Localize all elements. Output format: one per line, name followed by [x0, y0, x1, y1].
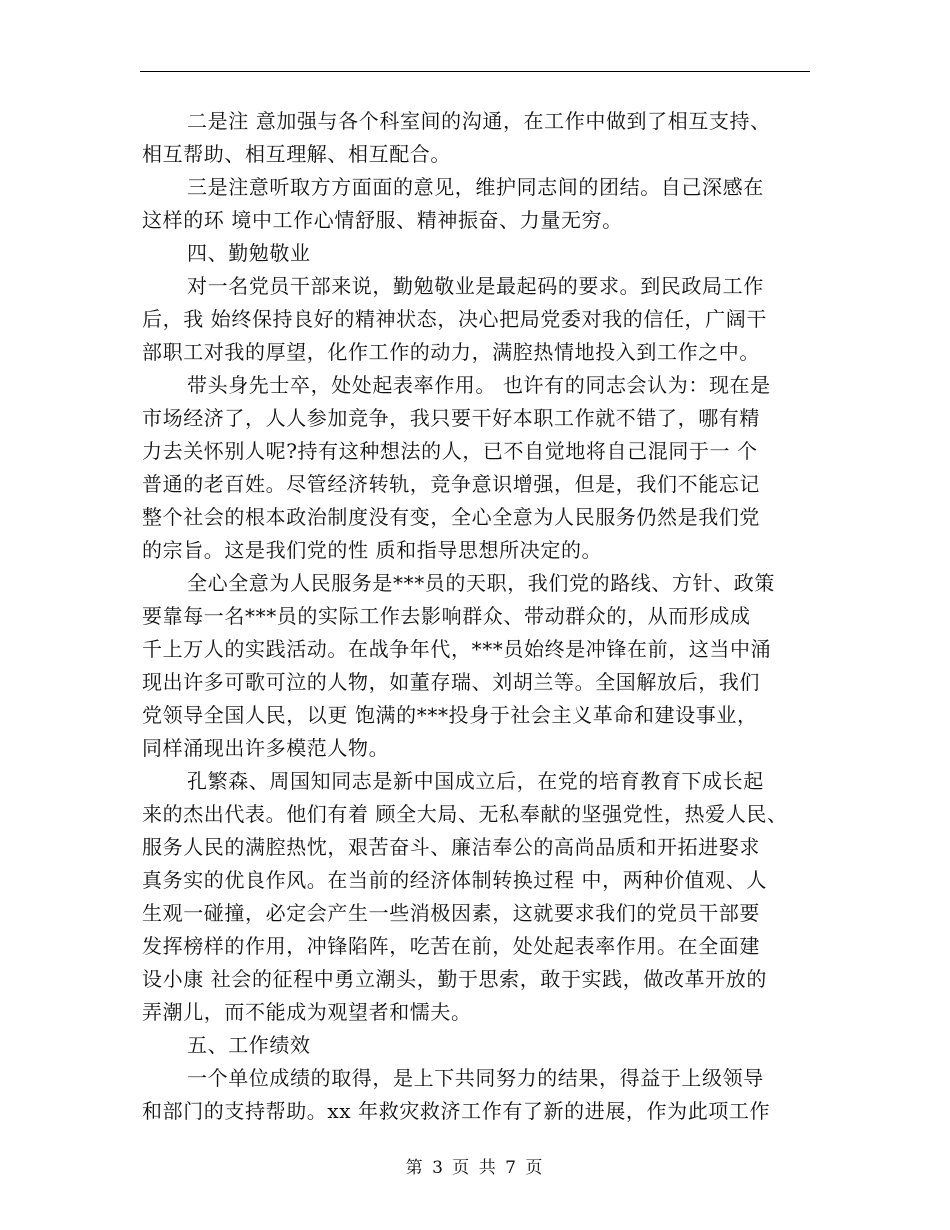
text-line: 要靠每一名***员的实际工作去影响群众、带动群众的，从而形成成 — [142, 604, 751, 628]
text-line: 相互帮助、相互理解、相互配合。 — [142, 142, 451, 166]
text-line: 三是注意听取方方面面的意见，维护同志间的团结。自己深感在 — [187, 175, 764, 199]
text-line: 服务人民的满腔热忱，艰苦奋斗、廉洁奉公的高尚品质和开拓进娶求 — [142, 835, 760, 859]
text-line: 来的杰出代表。他们有着 顾全大局、无私奉献的坚强党性，热爱人民、 — [142, 802, 788, 826]
text-line: 真务实的优良作风。在当前的经济体制转换过程 中，两种价值观、人 — [142, 868, 767, 892]
text-line: 千上万人的实践活动。在战争年代，***员始终是冲锋在前，这当中涌 — [142, 637, 772, 661]
text-line: 市场经济了，人人参加竞争，我只要干好本职工作就不错了，哪有精 — [142, 406, 760, 430]
text-line: 全心全意为人民服务是***员的天职，我们党的路线、方针、政策 — [187, 571, 775, 595]
text-line: 带头身先士卒，处处起表率作用。 也许有的同志会认为：现在是 — [187, 373, 771, 397]
text-line: 发挥榜样的作用，冲锋陷阵，吃苦在前，处处起表率作用。在全面建 — [142, 934, 760, 958]
text-line: 同样涌现出许多模范人物。 — [142, 736, 390, 760]
text-line: 现出许多可歌可泣的人物，如董存瑞、刘胡兰等。全国解放后，我们 — [142, 670, 760, 694]
text-line: 这样的环 境中工作心情舒服、精神振奋、力量无穷。 — [142, 208, 623, 232]
text-line: 的宗旨。这是我们党的性 质和指导思想所决定的。 — [142, 538, 603, 562]
page-number-footer: 第 3 页 共 7 页 — [405, 1158, 545, 1178]
text-line: 部职工对我的厚望，化作工作的动力，满腔热情地投入到工作之中。 — [142, 340, 760, 364]
text-line: 和部门的支持帮助。xx 年救灾救济工作有了新的进展，作为此项工作 — [142, 1099, 771, 1123]
text-line: 力去关怀别人呢?持有这种想法的人，已不自觉地将自己混同于一 个 — [142, 439, 758, 463]
section-heading: 四、勤勉敬业 — [187, 241, 311, 265]
text-line: 生观一碰撞，必定会产生一些消极因素，这就要求我们的党员干部要 — [142, 901, 760, 925]
text-line: 党领导全国人民，以更 饱满的***投身于社会主义革命和建设事业， — [142, 703, 758, 727]
header-rule — [140, 71, 810, 72]
text-line: 后，我 始终保持良好的精神状态，决心把局党委对我的信任，广阔干 — [142, 307, 767, 331]
text-line: 普通的老百姓。尽管经济转轨，竞争意识增强，但是，我们不能忘记 — [142, 472, 760, 496]
text-line: 二是注 意加强与各个科室间的沟通，在工作中做到了相互支持、 — [187, 109, 771, 133]
text-line: 孔繁森、周国知同志是新中国成立后，在党的培育教育下成长起 — [187, 769, 764, 793]
text-line: 一个单位成绩的取得，是上下共同努力的结果，得益于上级领导 — [187, 1066, 764, 1090]
text-line: 整个社会的根本政治制度没有变，全心全意为人民服务仍然是我们党 — [142, 505, 760, 529]
section-heading: 五、工作绩效 — [187, 1033, 311, 1057]
text-line: 弄潮儿，而不能成为观望者和懦夫。 — [142, 1000, 472, 1024]
text-line: 设小康 社会的征程中勇立潮头，勤于思索，敢于实践，做改革开放的 — [142, 967, 767, 991]
text-line: 对一名党员干部来说，勤勉敬业是最起码的要求。到民政局工作 — [187, 274, 764, 298]
